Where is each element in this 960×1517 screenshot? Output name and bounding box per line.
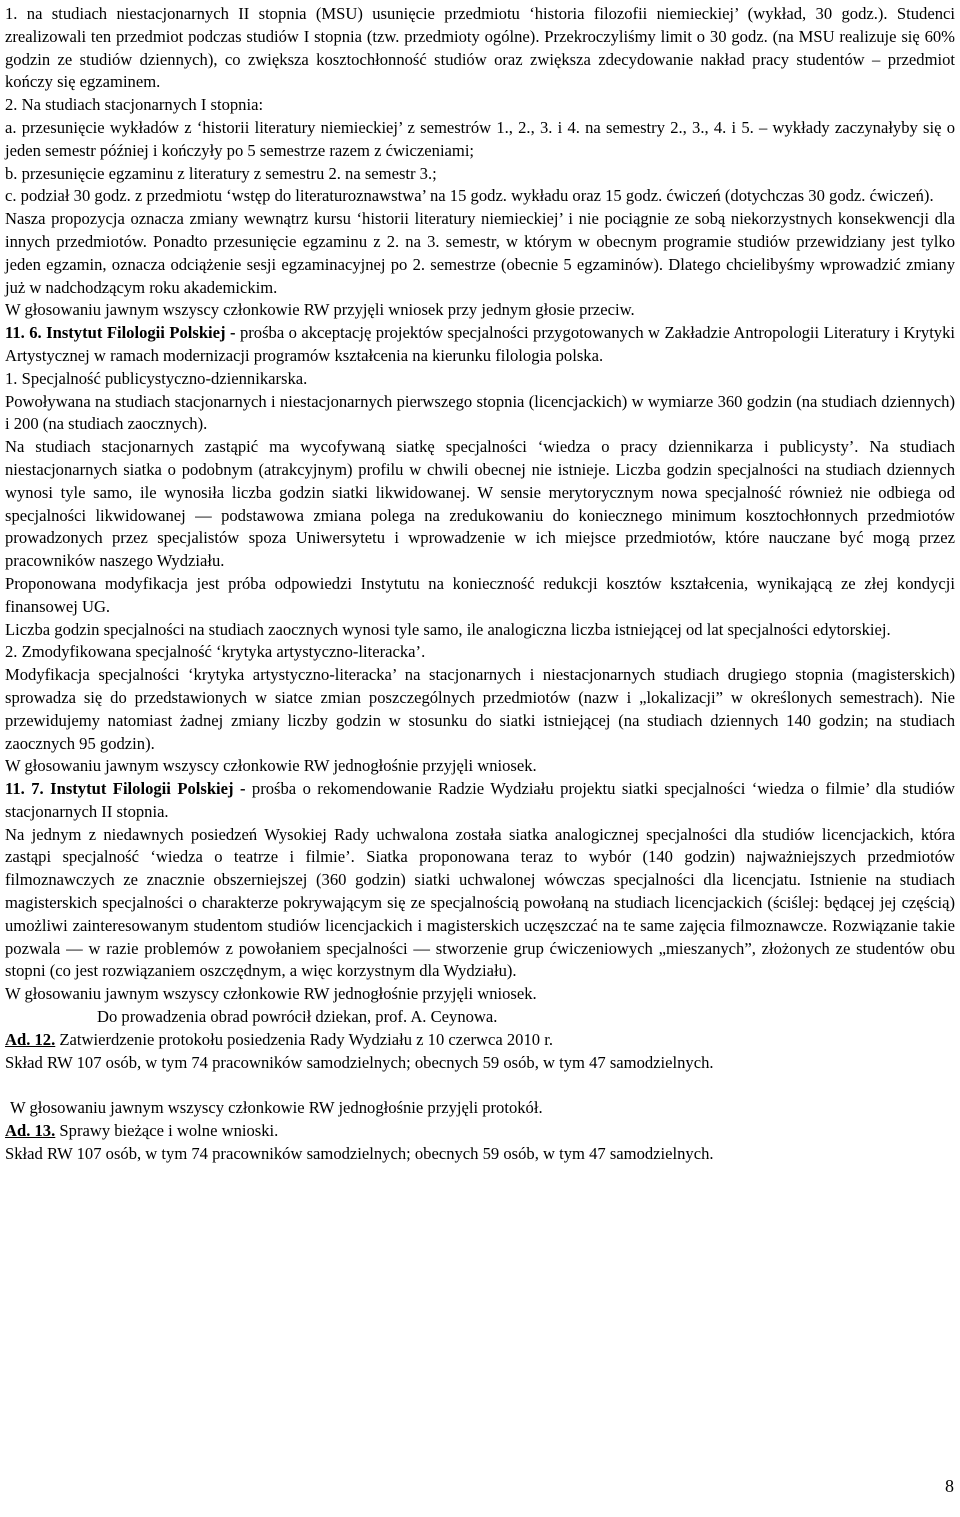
paragraph-item-a: a. przesunięcie wykładów z ‘historii literatury niemieckiej’ z semestrów 1., 2., 3. i 4. na semestry 2., 3., 4. i 5. – wykłady zaczynałyby się o jeden semestr później i kończyły po 5 semestrze razem z ćwiczeniami; — [5, 117, 955, 160]
item-6-text: prośba o akceptację projektów specjalności przygotowanych w Zakładzie Antropologii Literatury i Krytyki Artystycznej w ramach modernizacji programów kształcenia na kierunku filologia polska. — [5, 323, 956, 365]
paragraph-vote-2: W głosowaniu jawnym wszyscy członkowie RW jednogłośnie przyjęli wniosek. — [5, 756, 537, 776]
item-7-text: prośba o rekomendowanie Radzie Wydziału projektu siatki specjalności ‘wiedza o filmie’ dla studiów stacjonarnych II stopnia. — [5, 779, 956, 821]
item-6-heading: Instytut Filologii Polskiej - — [46, 323, 236, 343]
paragraph-liczba-godzin: Liczba godzin specjalności na studiach zaocznych wynosi tyle samo, ile analogiczna liczba istniejącej od lat specjalności edytorskiej. — [5, 619, 891, 639]
spacer — [5, 1074, 955, 1097]
paragraph-protocol-vote: W głosowaniu jawnym wszyscy członkowie RW jednogłośnie przyjęli protokół. — [10, 1098, 543, 1118]
section-item-7 — [5, 778, 955, 824]
ad-13-text: Sprawy bieżące i wolne wnioski. — [55, 1121, 279, 1141]
paragraph-krytyka: Modyfikacja specjalności ‘krytyka artystyczno-literacka’ na stacjonarnych i niestacjonarnych studiach drugiego stopnia (magisterskich) sprowadza się do przedstawionych w siatce zmian poszczególnych przedmiotów (nazw i „lokalizacji” w określonych semestrach). Nie przewidujemy natomiast żadnej zmiany liczby godzin w stosunku do siatki istniejącej (na studiach dziennych 140 godzin; na studiach zaocznych 95 godzin). — [5, 665, 955, 753]
ad-13-label: Ad. 13. — [5, 1121, 56, 1141]
paragraph-powolywana: Powoływana na studiach stacjonarnych i niestacjonarnych pierwszego stopnia (licencjackich) w wymiarze 360 godzin (na studiach dziennych) i 200 (na studiach zaocznych). — [5, 391, 955, 434]
section-ad-13 — [5, 1120, 955, 1143]
paragraph-dean-return: Do prowadzenia obrad powrócił dziekan, prof. A. Ceynowa. — [97, 1007, 498, 1027]
paragraph-item-b: b. przesunięcie egzaminu z literatury z semestru 2. na semestr 3.; — [5, 163, 437, 183]
item-7-number: 11. 7. — [5, 779, 44, 799]
paragraph-stacjonarne-header: 2. Na studiach stacjonarnych I stopnia: — [5, 95, 264, 115]
paragraph-composition-1: Skład RW 107 osób, w tym 74 pracowników samodzielnych; obecnych 59 osób, w tym 47 samodzielnych. — [5, 1052, 714, 1072]
paragraph-composition-2: Skład RW 107 osób, w tym 74 pracowników samodzielnych; obecnych 59 osób, w tym 47 samodzielnych. — [5, 1143, 714, 1163]
paragraph-item-c: c. podział 30 godz. z przedmiotu ‘wstęp do literaturoznawstwa’ na 15 godz. wykładu oraz 15 godz. ćwiczeń (dotychczas 30 godz. ćwiczeń). — [5, 186, 934, 206]
document-page — [5, 3, 955, 1166]
ad-12-text: Zatwierdzenie protokołu posiedzenia Rady Wydziału z 10 czerwca 2010 r. — [55, 1029, 553, 1049]
paragraph-vote-1: W głosowaniu jawnym wszyscy członkowie RW przyjęli wniosek przy jednym głosie przeciw. — [5, 300, 635, 320]
section-item-6 — [5, 322, 955, 368]
paragraph-stacjonarne-zastapic: Na studiach stacjonarnych zastąpić ma wycofywaną siatkę specjalności ‘wiedza o pracy dziennikarza i publicysty’. Na studiach niestacjonarnych siatka o podobnym (atrakcyjnym) profilu w chwili obecnej nie istnieje. Liczba godzin specjalności na studiach dziennych wynosi tyle samo, ile wynosiła liczba godzin siatki likwidowanej. W sensie merytorycznym nowa specjalność również nie odbiega od specjalności likwidowanej — podstawowa zmiana polega na zredukowaniu do koniecznego minimum kosztochłonnych przedmiotów prowadzonych przez specjalistów spoza Uniwersytetu i wprowadzenie w ich miejsce przedmiotów, które nauczane być mogą przez pracowników naszego Wydziału. — [5, 437, 955, 571]
section-ad-12 — [5, 1029, 955, 1052]
item-7-heading: Instytut Filologii Polskiej - — [50, 779, 246, 799]
paragraph-vote-3: W głosowaniu jawnym wszyscy członkowie RW jednogłośnie przyjęli wniosek. — [5, 984, 537, 1004]
paragraph-wiedza-o-filmie: Na jednym z niedawnych posiedzeń Wysokiej Rady uchwalona została siatka analogicznej specjalności dla studiów licencjackich, która zastąpi specjalność ‘wiedza o teatrze i filmie’. Siatka proponowana teraz to wybór (140 godzin) najważniejszych przedmiotów filmoznawczych ze znacznie obszerniejszej (360 godzin) siatki uchwalonej wówczas specjalności dla licencjatu. Istnienie na studiach magisterskich specjalności o charakterze pokrywającym się ze specjalnością powołaną na studiach licencjackich (ściślej: będącej jej częścią) umożliwi zainteresowanym studentom studiów licencjackich i magisterskich uczęszczać na te same zajęcia filmoznawcze. Rozwiązanie takie pozwala — w razie problemów z powołaniem specjalności — stworzenie grup ćwiczeniowych „mieszanych”, złożonych ze studentów obu stopni (co jest rozwiązaniem oszczędnym, a więc korzystnym dla Wydziału). — [5, 824, 955, 981]
paragraph-proposal: Nasza propozycja oznacza zmiany wewnątrz kursu ‘historii literatury niemieckiej’ i nie pociągnie ze sobą niekorzystnych konsekwencji dla innych przedmiotów. Ponadto przesunięcie egzaminu z 2. na 3. semestr, w którym w obecnym programie studiów przewidziany jest tylko jeden egzamin, oznacza odciążenie sesji egzaminacyjnej po 2. semestrze (obecnie 5 egzaminów). Dlatego chcielibyśmy wprowadzić zmiany już w nadchodzącym roku akademickim. — [5, 209, 955, 297]
paragraph-modyfikacja: Proponowana modyfikacja jest próba odpowiedzi Instytutu na konieczność redukcji kosztów kształcenia, wynikającą ze złej kondycji finansowej UG. — [5, 573, 955, 616]
paragraph-specjalnosc-1: 1. Specjalność publicystyczno-dziennikarska. — [5, 368, 308, 388]
ad-12-label: Ad. 12. — [5, 1029, 56, 1049]
paragraph-specjalnosc-2: 2. Zmodyfikowana specjalność ‘krytyka artystyczno-literacka’. — [5, 642, 426, 662]
item-6-number: 11. 6. — [5, 323, 42, 343]
page-number: 8 — [945, 1476, 954, 1496]
paragraph-msu-removal: 1. na studiach niestacjonarnych II stopnia (MSU) usunięcie przedmiotu ‘historia filozofii niemieckiej’ (wykład, 30 godz.). Studenci zrealizowali ten przedmiot podczas studiów I stopnia (tzw. przedmioty ogólne). Przekroczyliśmy limit o 30 godz. (na MSU realizuje się 60% godzin ze studiów dziennych), co zwiększa kosztochłonność studiów oraz zwiększa zdecydowanie nakład pracy studentów – przedmiot kończy się egzaminem. — [5, 4, 955, 92]
